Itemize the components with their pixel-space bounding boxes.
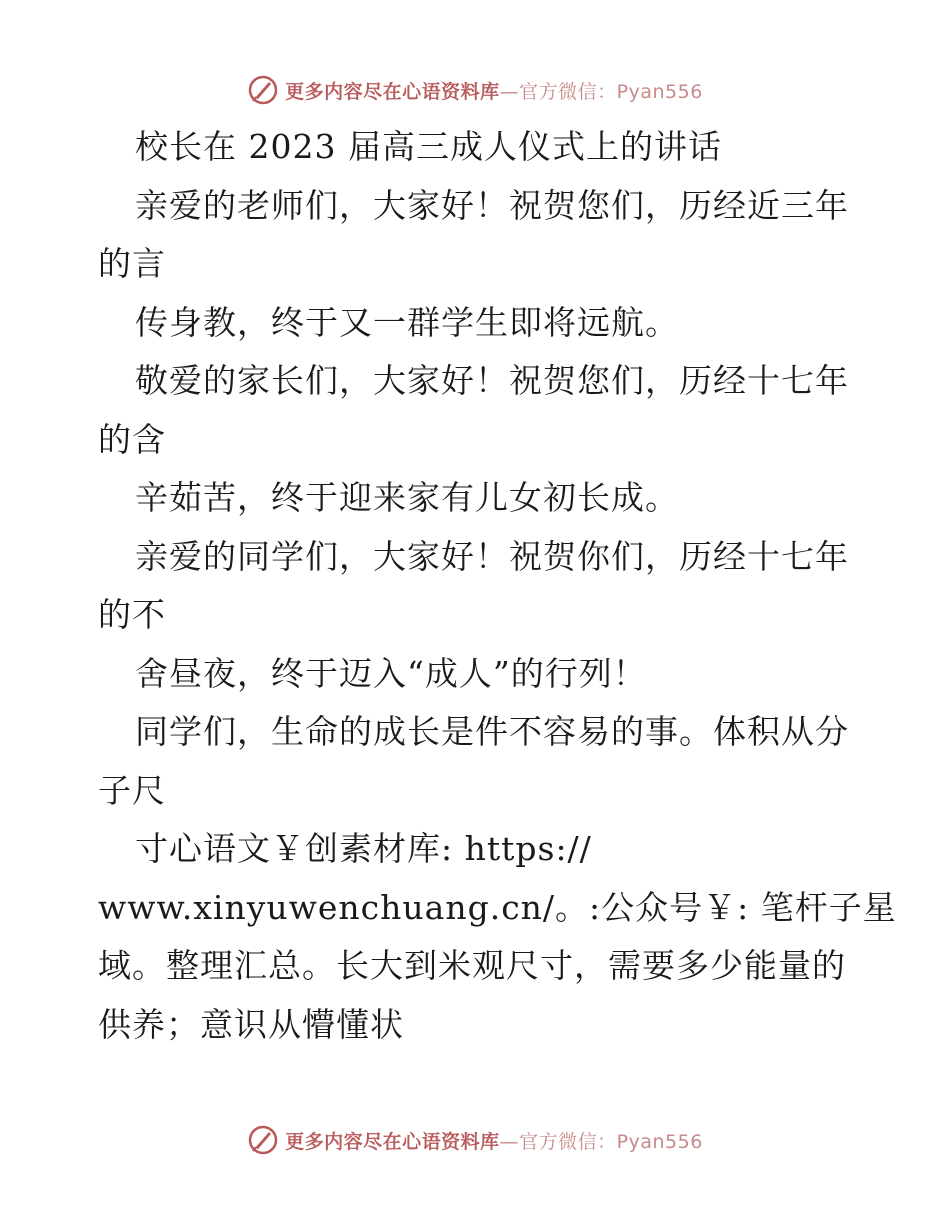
paragraph-line: 的言 [98, 244, 166, 283]
banner-brand: 更多内容尽在心语资料库 [285, 80, 500, 103]
banner-wechat: 官方微信：Pyan556 [519, 80, 703, 103]
quill-logo-icon [247, 74, 279, 106]
paragraph-line: 传身教，终于又一群学生即将远航。 [135, 302, 679, 342]
paragraph-line: 域。整理汇总。长大到米观尺寸，需要多少能量的 [98, 946, 846, 985]
document-body [98, 118, 897, 1054]
paragraph-line: 辛茹苦，终于迎来家有儿女初长成。 [135, 478, 679, 517]
banner-wechat: 官方微信：Pyan556 [519, 1130, 703, 1153]
paragraph-line: 供养；意识从懵懂状 [98, 1004, 404, 1044]
paragraph-line: 子尺 [98, 770, 166, 810]
paragraph-line: 亲爱的老师们，大家好！祝贺您们，历经近三年 [135, 185, 849, 225]
header-banner [0, 70, 950, 110]
paragraph-line: www.xinyuwenchuang.cn/。:公众号￥: 笔杆子星 [98, 887, 897, 927]
banner-brand: 更多内容尽在心语资料库 [285, 1130, 500, 1153]
banner-text [285, 1127, 703, 1154]
banner-text [285, 77, 703, 104]
document-title: 校长在 2023 届高三成人仪式上的讲话 [135, 127, 722, 166]
paragraph-line: 的含 [98, 419, 166, 459]
footer-banner [0, 1120, 950, 1160]
quill-logo-icon [247, 1124, 279, 1156]
paragraph-line: 寸心语文￥创素材库: https:// [135, 829, 592, 868]
paragraph-line: 舍昼夜，终于迈入“成人”的行列！ [135, 653, 647, 693]
paragraph-line: 敬爱的家长们，大家好！祝贺您们，历经十七年 [135, 361, 849, 400]
paragraph-line: 的不 [98, 595, 166, 634]
banner-separator: — [499, 80, 520, 103]
paragraph-line: 同学们，生命的成长是件不容易的事。体积从分 [135, 712, 849, 751]
banner-separator: — [499, 1130, 520, 1153]
paragraph-line: 亲爱的同学们，大家好！祝贺你们，历经十七年 [135, 536, 849, 576]
